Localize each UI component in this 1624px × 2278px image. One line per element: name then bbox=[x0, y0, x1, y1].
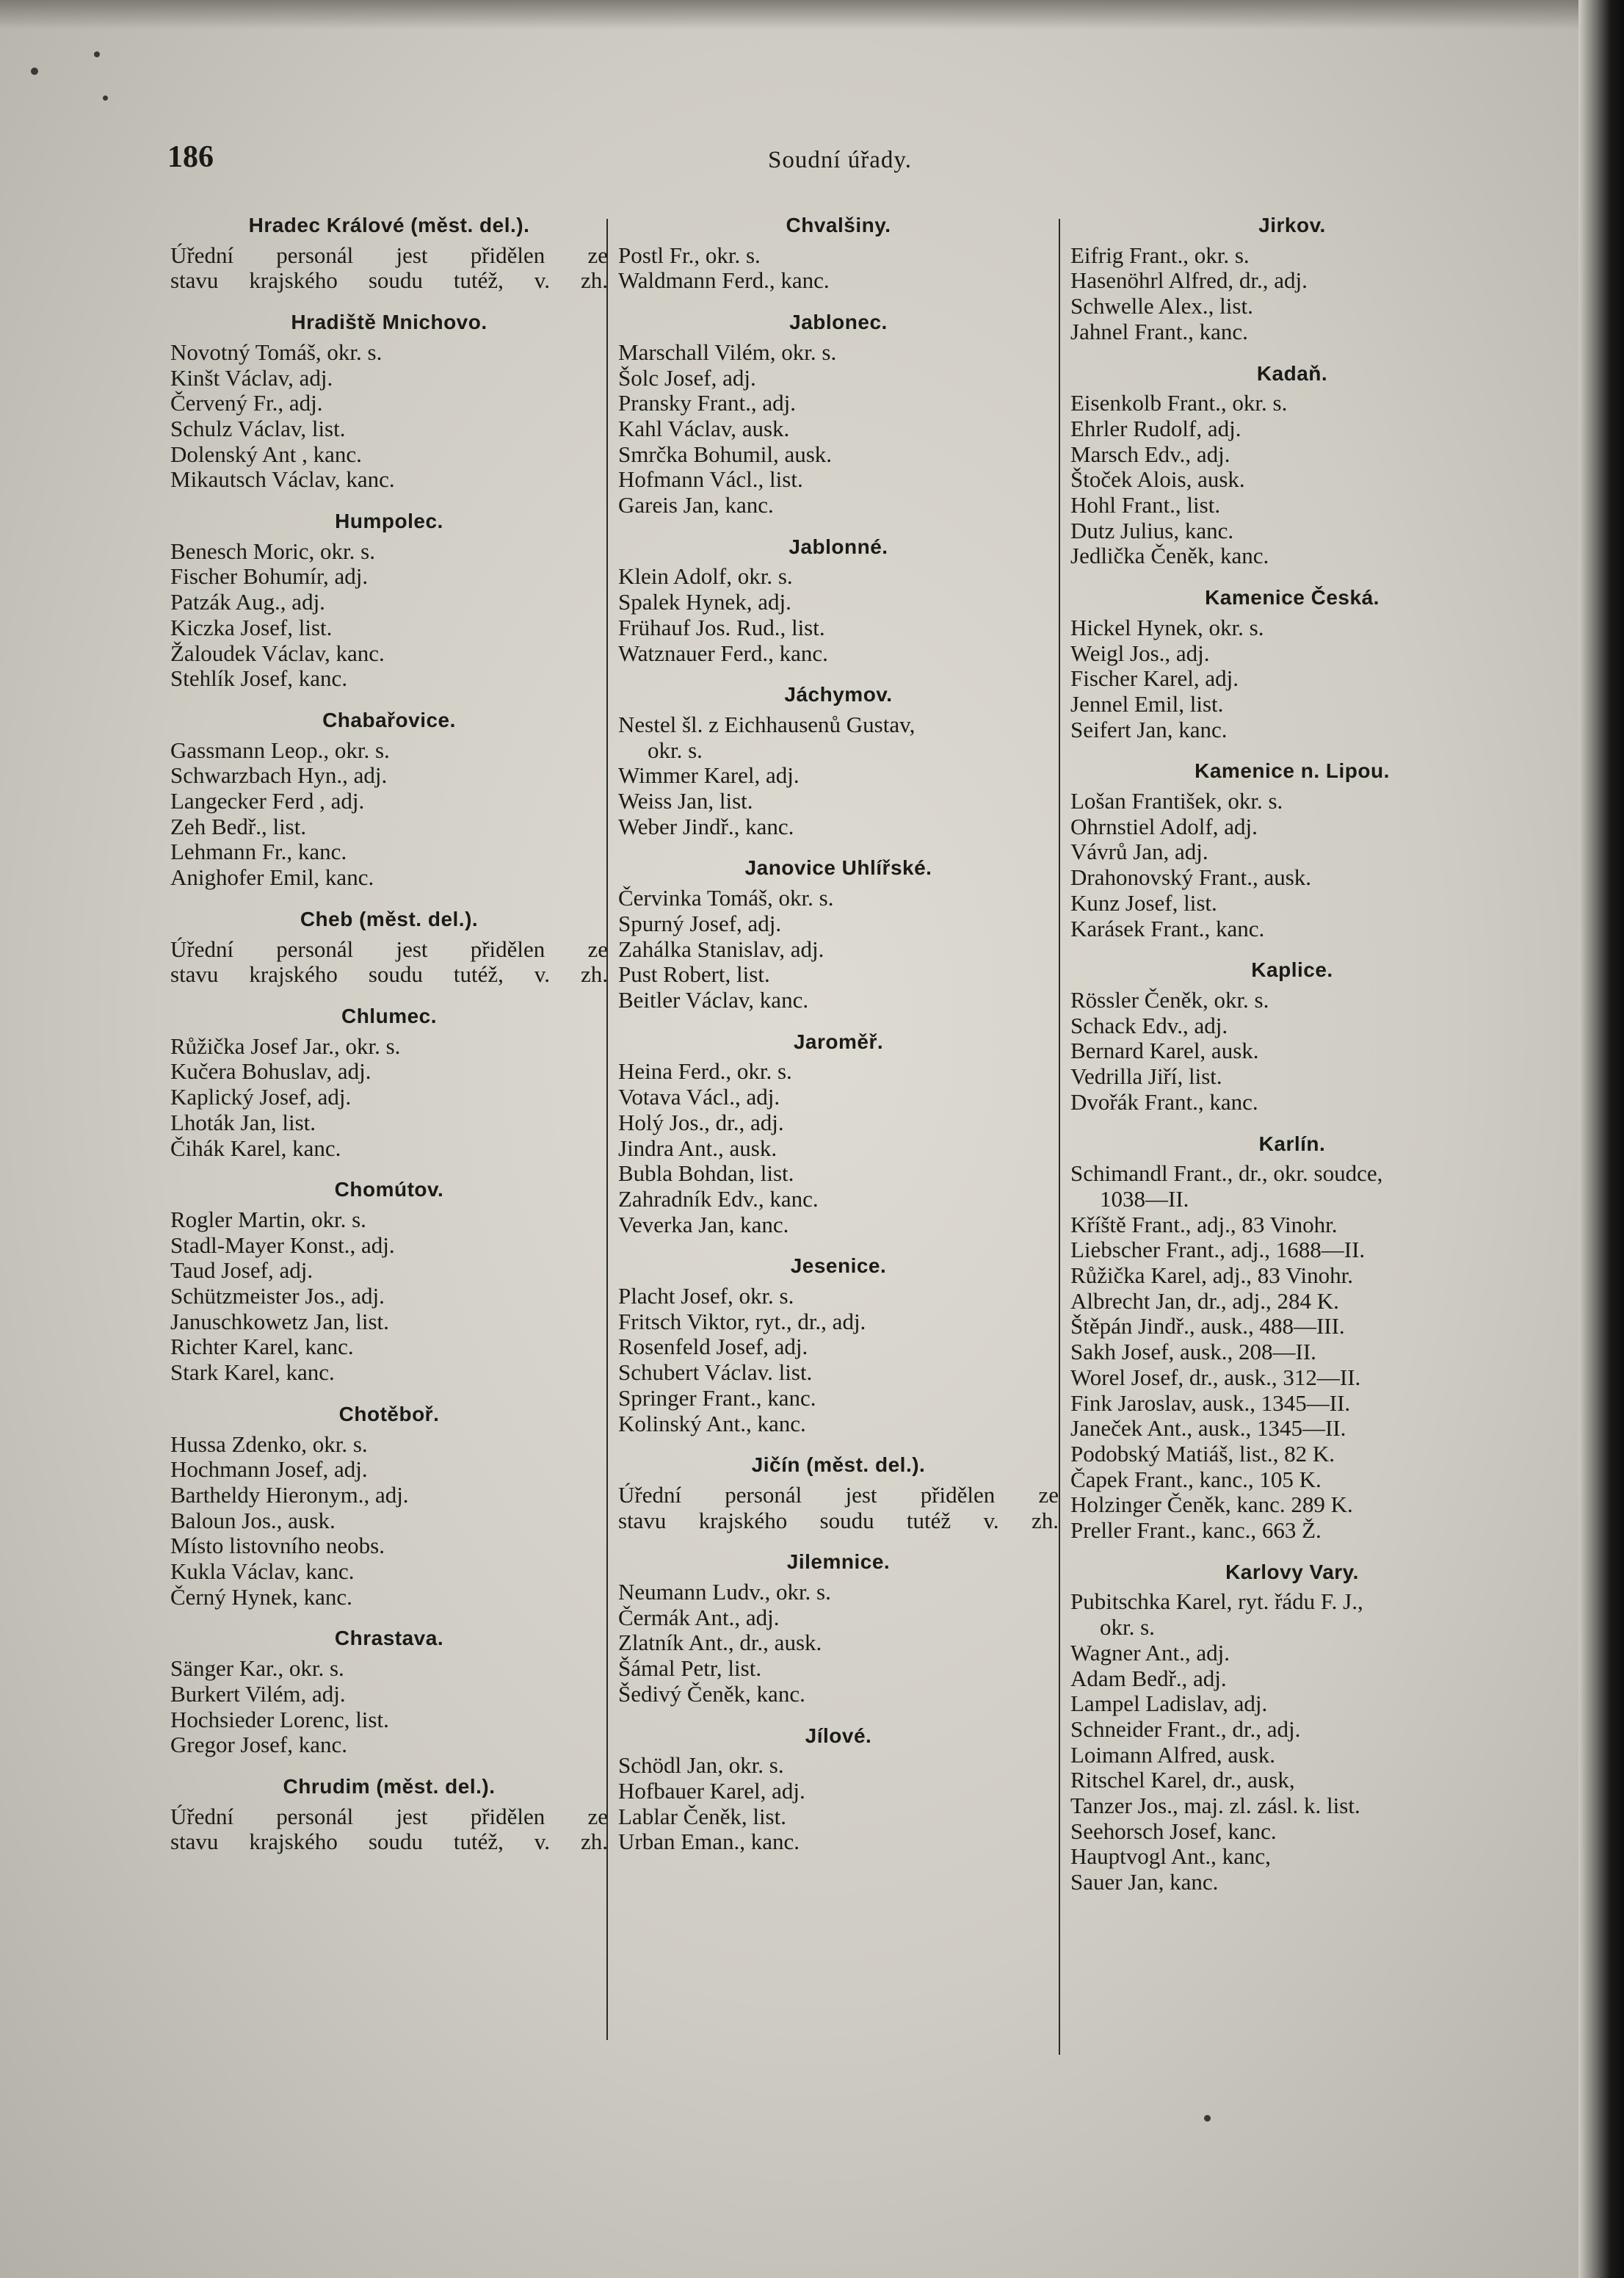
court-heading: Jilemnice. bbox=[786, 1550, 891, 1574]
staff-entry: Kahl Václav, ausk. bbox=[618, 415, 790, 441]
staff-entry: Postl Fr., okr. s. bbox=[618, 242, 761, 268]
staff-entry: Janeček Ant., ausk., 1345—II. bbox=[1070, 1415, 1346, 1442]
staff-entry: Kunz Josef, list. bbox=[1070, 889, 1217, 916]
court-section bbox=[618, 1030, 1059, 1238]
ink-speck bbox=[94, 51, 100, 57]
staff-entry: Neumann Ludv., okr. s. bbox=[618, 1579, 831, 1605]
staff-entry: Patzák Aug., adj. bbox=[170, 589, 325, 615]
staff-entry: Karásek Frant., kanc. bbox=[1070, 915, 1265, 941]
staff-entry: Místo listovního neobs. bbox=[170, 1533, 385, 1559]
court-section bbox=[1070, 958, 1514, 1115]
court-section bbox=[618, 682, 1059, 839]
staff-entry: Gregor Josef, kanc. bbox=[170, 1732, 348, 1758]
staff-entry: Schneider Frant., dr., adj. bbox=[1070, 1715, 1301, 1742]
court-section bbox=[618, 856, 1059, 1013]
staff-entry: Vedrilla Jiří, list. bbox=[1070, 1063, 1222, 1090]
staff-entry: Bartheldy Hieronym., adj. bbox=[170, 1481, 409, 1508]
staff-entry: okr. s. bbox=[1100, 1614, 1155, 1641]
page-top-shadow bbox=[0, 0, 1624, 29]
court-heading: Janovice Uhlířské. bbox=[744, 856, 932, 880]
ink-speck bbox=[103, 95, 108, 101]
staff-entry: Červinka Tomáš, okr. s. bbox=[618, 885, 834, 911]
staff-entry: Hochmann Josef, adj. bbox=[170, 1456, 368, 1483]
staff-entry: Stadl-Mayer Konst., adj. bbox=[170, 1232, 395, 1258]
staff-entry: Richter Karel, kanc. bbox=[170, 1334, 354, 1360]
staff-entry: Wagner Ant., adj. bbox=[1070, 1639, 1230, 1666]
staff-entry: Wimmer Karel, adj. bbox=[618, 762, 800, 789]
court-heading: Chotěboř. bbox=[338, 1402, 440, 1425]
staff-entry: Kučera Bohuslav, adj. bbox=[170, 1058, 371, 1085]
staff-entry: Stark Karel, kanc. bbox=[170, 1359, 335, 1386]
staff-entry: Weigl Jos., adj. bbox=[1070, 640, 1210, 666]
staff-entry: Vávrů Jan, adj. bbox=[1070, 839, 1208, 865]
staff-entry: Sakh Josef, ausk., 208—II. bbox=[1070, 1339, 1316, 1365]
staff-entry: Štěpán Jindř., ausk., 488—III. bbox=[1070, 1313, 1345, 1339]
staff-note-line: Úřední personál jest přidělen ze bbox=[170, 242, 608, 268]
court-heading: Karlovy Vary. bbox=[1225, 1560, 1359, 1583]
staff-entry: Heina Ferd., okr. s. bbox=[618, 1058, 792, 1085]
court-section bbox=[170, 1004, 608, 1161]
court-section bbox=[170, 1626, 608, 1758]
staff-entry: Pubitschka Karel, ryt. řádu F. J., bbox=[1070, 1588, 1363, 1615]
staff-entry: Burkert Vilém, adj. bbox=[170, 1680, 346, 1707]
staff-entry: Novotný Tomáš, okr. s. bbox=[170, 339, 383, 365]
staff-entry: Rössler Čeněk, okr. s. bbox=[1070, 986, 1269, 1013]
staff-entry: Čermák Ant., adj. bbox=[618, 1604, 780, 1630]
staff-entry: Hofmann Václ., list. bbox=[618, 466, 803, 493]
court-heading: Jaroměř. bbox=[793, 1030, 884, 1053]
court-heading: Kadaň. bbox=[1256, 361, 1328, 385]
staff-entry: Zlatník Ant., dr., ausk. bbox=[618, 1630, 822, 1656]
court-heading: Jičín (měst. del.). bbox=[751, 1453, 926, 1477]
staff-entry: Kaplický Josef, adj. bbox=[170, 1084, 352, 1110]
court-section bbox=[170, 1177, 608, 1386]
staff-entry: Spurný Josef, adj. bbox=[618, 910, 782, 936]
court-section bbox=[170, 213, 608, 294]
staff-entry: Lehmann Fr., kanc. bbox=[170, 839, 347, 865]
staff-entry: Marschall Vilém, okr. s. bbox=[618, 339, 837, 365]
staff-entry: Fritsch Viktor, ryt., dr., adj. bbox=[618, 1308, 866, 1334]
staff-entry: Worel Josef, dr., ausk., 312—II. bbox=[1070, 1364, 1361, 1390]
staff-entry: Marsch Edv., adj. bbox=[1070, 441, 1230, 467]
staff-entry: Štoček Alois, ausk. bbox=[1070, 466, 1245, 493]
staff-entry: Červený Fr., adj. bbox=[170, 390, 323, 416]
court-section bbox=[1070, 759, 1514, 941]
court-section bbox=[1070, 213, 1514, 345]
staff-note-line: stavu krajského soudu tutéž, v. zh. bbox=[170, 1829, 608, 1855]
column-3 bbox=[1070, 213, 1514, 2278]
staff-entry: Fischer Bohumír, adj. bbox=[170, 563, 369, 590]
staff-note-line: Úřední personál jest přidělen ze bbox=[618, 1481, 1059, 1508]
staff-entry: Albrecht Jan, dr., adj., 284 K. bbox=[1070, 1287, 1339, 1314]
staff-entry: Hochsieder Lorenc, list. bbox=[170, 1706, 389, 1732]
staff-entry: Šolc Josef, adj. bbox=[618, 364, 756, 391]
court-heading: Kamenice Česká. bbox=[1205, 586, 1380, 610]
court-heading: Hradiště Mnichovo. bbox=[291, 311, 487, 334]
staff-entry: Bernard Karel, ausk. bbox=[1070, 1038, 1259, 1064]
staff-entry: Pust Robert, list. bbox=[618, 961, 770, 988]
staff-entry: Schack Edv., adj. bbox=[1070, 1012, 1228, 1038]
staff-entry: Hohl Frant., list. bbox=[1070, 492, 1221, 518]
column-divider bbox=[1059, 219, 1060, 2055]
court-heading: Cheb (měst. del.). bbox=[300, 907, 479, 930]
staff-entry: Waldmann Ferd., kanc. bbox=[618, 267, 830, 294]
staff-entry: 1038—II. bbox=[1100, 1185, 1189, 1212]
staff-entry: Drahonovský Frant., ausk. bbox=[1070, 864, 1312, 891]
staff-entry: Dvořák Frant., kanc. bbox=[1070, 1088, 1258, 1115]
staff-entry: Stehlík Josef, kanc. bbox=[170, 665, 348, 692]
staff-entry: Hickel Hynek, okr. s. bbox=[1070, 614, 1264, 640]
staff-entry: Čapek Frant., kanc., 105 K. bbox=[1070, 1466, 1322, 1492]
staff-entry: Schwelle Alex., list. bbox=[1070, 293, 1253, 319]
staff-entry: Dolenský Ant , kanc. bbox=[170, 441, 362, 467]
staff-entry: Sauer Jan, kanc. bbox=[1070, 1869, 1219, 1895]
staff-entry: Weber Jindř., kanc. bbox=[618, 813, 794, 839]
staff-entry: Růžička Josef Jar., okr. s. bbox=[170, 1033, 401, 1059]
staff-entry: Votava Václ., adj. bbox=[618, 1084, 780, 1110]
staff-entry: Hofbauer Karel, adj. bbox=[618, 1777, 805, 1804]
court-heading: Karlín. bbox=[1258, 1132, 1326, 1155]
staff-entry: Spalek Hynek, adj. bbox=[618, 589, 791, 615]
staff-entry: Klein Adolf, okr. s. bbox=[618, 563, 793, 590]
staff-entry: Podobský Matiáš, list., 82 K. bbox=[1070, 1440, 1335, 1467]
staff-entry: Preller Frant., kanc., 663 Ž. bbox=[1070, 1517, 1322, 1544]
staff-entry: Schulz Václav, list. bbox=[170, 415, 346, 441]
staff-entry: Ohrnstiel Adolf, adj. bbox=[1070, 813, 1258, 839]
staff-entry: okr. s. bbox=[648, 737, 703, 763]
column-2 bbox=[618, 213, 1059, 2278]
staff-entry: Weiss Jan, list. bbox=[618, 788, 753, 814]
staff-entry: Jindra Ant., ausk. bbox=[618, 1135, 777, 1161]
staff-entry: Veverka Jan, kanc. bbox=[618, 1211, 789, 1237]
staff-entry: Liebscher Frant., adj., 1688—II. bbox=[1070, 1237, 1366, 1263]
court-section bbox=[170, 1402, 608, 1610]
staff-entry: Springer Frant., kanc. bbox=[618, 1384, 816, 1411]
court-heading: Jesenice. bbox=[790, 1254, 887, 1278]
court-section bbox=[170, 1774, 608, 1855]
staff-entry: Dutz Julius, kanc. bbox=[1070, 517, 1234, 543]
staff-entry: Lhoták Jan, list. bbox=[170, 1109, 316, 1135]
court-section bbox=[618, 1550, 1059, 1707]
staff-entry: Tanzer Jos., maj. zl. zásl. k. list. bbox=[1070, 1793, 1360, 1819]
staff-entry: Ritschel Karel, dr., ausk, bbox=[1070, 1767, 1295, 1793]
court-section bbox=[618, 1453, 1059, 1533]
court-section bbox=[618, 213, 1059, 294]
staff-entry: Rogler Martin, okr. s. bbox=[170, 1206, 366, 1232]
court-heading: Kaplice. bbox=[1251, 958, 1333, 982]
staff-note-line: Úřední personál jest přidělen ze bbox=[170, 1803, 608, 1829]
staff-entry: Bubla Bohdan, list. bbox=[618, 1160, 794, 1187]
staff-entry: Benesch Moric, okr. s. bbox=[170, 538, 375, 564]
ink-speck bbox=[31, 68, 38, 75]
staff-entry: Lošan František, okr. s. bbox=[1070, 788, 1283, 814]
staff-entry: Watznauer Ferd., kanc. bbox=[618, 640, 828, 666]
staff-entry: Holzinger Čeněk, kanc. 289 K. bbox=[1070, 1491, 1353, 1518]
staff-entry: Kříště Frant., adj., 83 Vinohr. bbox=[1070, 1211, 1338, 1237]
staff-entry: Fischer Karel, adj. bbox=[1070, 665, 1239, 692]
court-heading: Jirkov. bbox=[1258, 214, 1326, 236]
court-heading: Chrastava. bbox=[334, 1627, 444, 1650]
court-heading: Kamenice n. Lipou. bbox=[1195, 759, 1390, 783]
court-heading: Chomútov. bbox=[334, 1178, 444, 1201]
court-section bbox=[170, 708, 608, 891]
staff-entry: Seehorsch Josef, kanc. bbox=[1070, 1818, 1277, 1844]
staff-entry: Langecker Ferd , adj. bbox=[170, 788, 365, 814]
staff-entry: Lampel Ladislav, adj. bbox=[1070, 1691, 1268, 1717]
staff-entry: Jedlička Čeněk, kanc. bbox=[1070, 543, 1269, 569]
staff-entry: Sänger Kar., okr. s. bbox=[170, 1655, 344, 1682]
court-section bbox=[618, 310, 1059, 518]
court-section bbox=[170, 907, 608, 988]
staff-entry: Šámal Petr, list. bbox=[618, 1655, 762, 1682]
staff-entry: Zeh Bedř., list. bbox=[170, 813, 307, 839]
staff-entry: Pransky Frant., adj. bbox=[618, 390, 796, 416]
staff-entry: Seifert Jan, kanc. bbox=[1070, 716, 1228, 742]
staff-entry: Kolinský Ant., kanc. bbox=[618, 1410, 806, 1436]
staff-entry: Smrčka Bohumil, ausk. bbox=[618, 441, 833, 467]
court-heading: Jablonec. bbox=[789, 311, 888, 334]
staff-entry: Frühauf Jos. Rud., list. bbox=[618, 614, 825, 640]
staff-note-line: Úřední personál jest přidělen ze bbox=[170, 936, 608, 962]
staff-entry: Holý Jos., dr., adj. bbox=[618, 1109, 784, 1135]
page-header bbox=[167, 140, 924, 184]
court-heading: Jílové. bbox=[805, 1724, 872, 1747]
staff-entry: Urban Eman., kanc. bbox=[618, 1829, 800, 1855]
staff-entry: Placht Josef, okr. s. bbox=[618, 1283, 794, 1309]
staff-entry: Šedivý Čeněk, kanc. bbox=[618, 1680, 805, 1707]
running-title: Soudní úřady. bbox=[767, 147, 912, 173]
staff-entry: Schödl Jan, okr. s. bbox=[618, 1752, 784, 1779]
court-heading: Humpolec. bbox=[335, 510, 443, 533]
staff-entry: Zahradník Edv., kanc. bbox=[618, 1185, 819, 1212]
staff-entry: Růžička Karel, adj., 83 Vinohr. bbox=[1070, 1262, 1353, 1289]
staff-entry: Anighofer Emil, kanc. bbox=[170, 864, 374, 891]
staff-entry: Jennel Emil, list. bbox=[1070, 690, 1224, 717]
court-section bbox=[618, 1724, 1059, 1856]
page-number: 186 bbox=[167, 140, 214, 174]
court-heading: Chvalšiny. bbox=[786, 214, 891, 236]
staff-entry: Žaloudek Václav, kanc. bbox=[170, 640, 385, 666]
staff-entry: Hussa Zdenko, okr. s. bbox=[170, 1431, 368, 1457]
staff-entry: Lablar Čeněk, list. bbox=[618, 1803, 786, 1829]
staff-entry: Hasenöhrl Alfred, dr., adj. bbox=[1070, 267, 1308, 294]
court-heading: Chabařovice. bbox=[322, 708, 456, 731]
court-heading: Jablonné. bbox=[789, 535, 888, 558]
staff-entry: Rosenfeld Josef, adj. bbox=[618, 1334, 808, 1360]
staff-entry: Gassmann Leop., okr. s. bbox=[170, 737, 390, 763]
staff-entry: Eifrig Frant., okr. s. bbox=[1070, 242, 1250, 268]
court-section bbox=[618, 1254, 1059, 1436]
court-section bbox=[170, 509, 608, 692]
court-section bbox=[170, 310, 608, 493]
staff-entry: Jahnel Frant., kanc. bbox=[1070, 318, 1248, 344]
court-heading: Hradec Králové (měst. del.). bbox=[248, 214, 530, 236]
staff-entry: Januschkowetz Jan, list. bbox=[170, 1308, 389, 1334]
staff-note-line: stavu krajského soudu tutéž v. zh. bbox=[618, 1507, 1059, 1533]
staff-entry: Černý Hynek, kanc. bbox=[170, 1583, 352, 1610]
court-heading: Chrudim (měst. del.). bbox=[283, 1774, 496, 1798]
staff-entry: Schimandl Frant., dr., okr. soudce, bbox=[1070, 1160, 1383, 1187]
court-section bbox=[1070, 1132, 1514, 1544]
staff-entry: Kukla Václav, kanc. bbox=[170, 1558, 355, 1585]
staff-entry: Nestel šl. z Eichhausenů Gustav, bbox=[618, 711, 916, 737]
staff-entry: Adam Bedř., adj. bbox=[1070, 1665, 1227, 1691]
court-heading: Chlumec. bbox=[341, 1004, 438, 1027]
staff-entry: Kiczka Josef, list. bbox=[170, 614, 333, 640]
staff-entry: Baloun Jos., ausk. bbox=[170, 1507, 336, 1533]
staff-entry: Zahálka Stanislav, adj. bbox=[618, 936, 824, 962]
staff-entry: Schubert Václav. list. bbox=[618, 1359, 813, 1386]
staff-entry: Schützmeister Jos., adj. bbox=[170, 1283, 385, 1309]
staff-entry: Gareis Jan, kanc. bbox=[618, 492, 774, 518]
staff-entry: Kinšt Václav, adj. bbox=[170, 364, 333, 391]
staff-entry: Beitler Václav, kanc. bbox=[618, 986, 809, 1013]
staff-note-line: stavu krajského soudu tutéž, v. zh. bbox=[170, 961, 608, 988]
staff-entry: Ehrler Rudolf, adj. bbox=[1070, 415, 1241, 441]
staff-entry: Taud Josef, adj. bbox=[170, 1257, 313, 1284]
staff-note-line: stavu krajského soudu tutéž, v. zh. bbox=[170, 267, 608, 294]
court-section bbox=[1070, 1560, 1514, 1895]
staff-entry: Fink Jaroslav, ausk., 1345—II. bbox=[1070, 1389, 1351, 1416]
court-heading: Jáchymov. bbox=[784, 683, 893, 706]
staff-entry: Hauptvogl Ant., kanc, bbox=[1070, 1843, 1271, 1870]
staff-entry: Loimann Alfred, ausk. bbox=[1070, 1741, 1275, 1768]
staff-entry: Mikautsch Václav, kanc. bbox=[170, 466, 395, 493]
court-section bbox=[1070, 361, 1514, 570]
staff-entry: Čihák Karel, kanc. bbox=[170, 1135, 341, 1161]
column-1 bbox=[170, 213, 608, 2278]
staff-entry: Eisenkolb Frant., okr. s. bbox=[1070, 390, 1288, 416]
court-section bbox=[618, 535, 1059, 667]
staff-entry: Schwarzbach Hyn., adj. bbox=[170, 762, 388, 789]
page-right-edge-shadow bbox=[1578, 0, 1624, 2278]
court-section bbox=[1070, 585, 1514, 742]
